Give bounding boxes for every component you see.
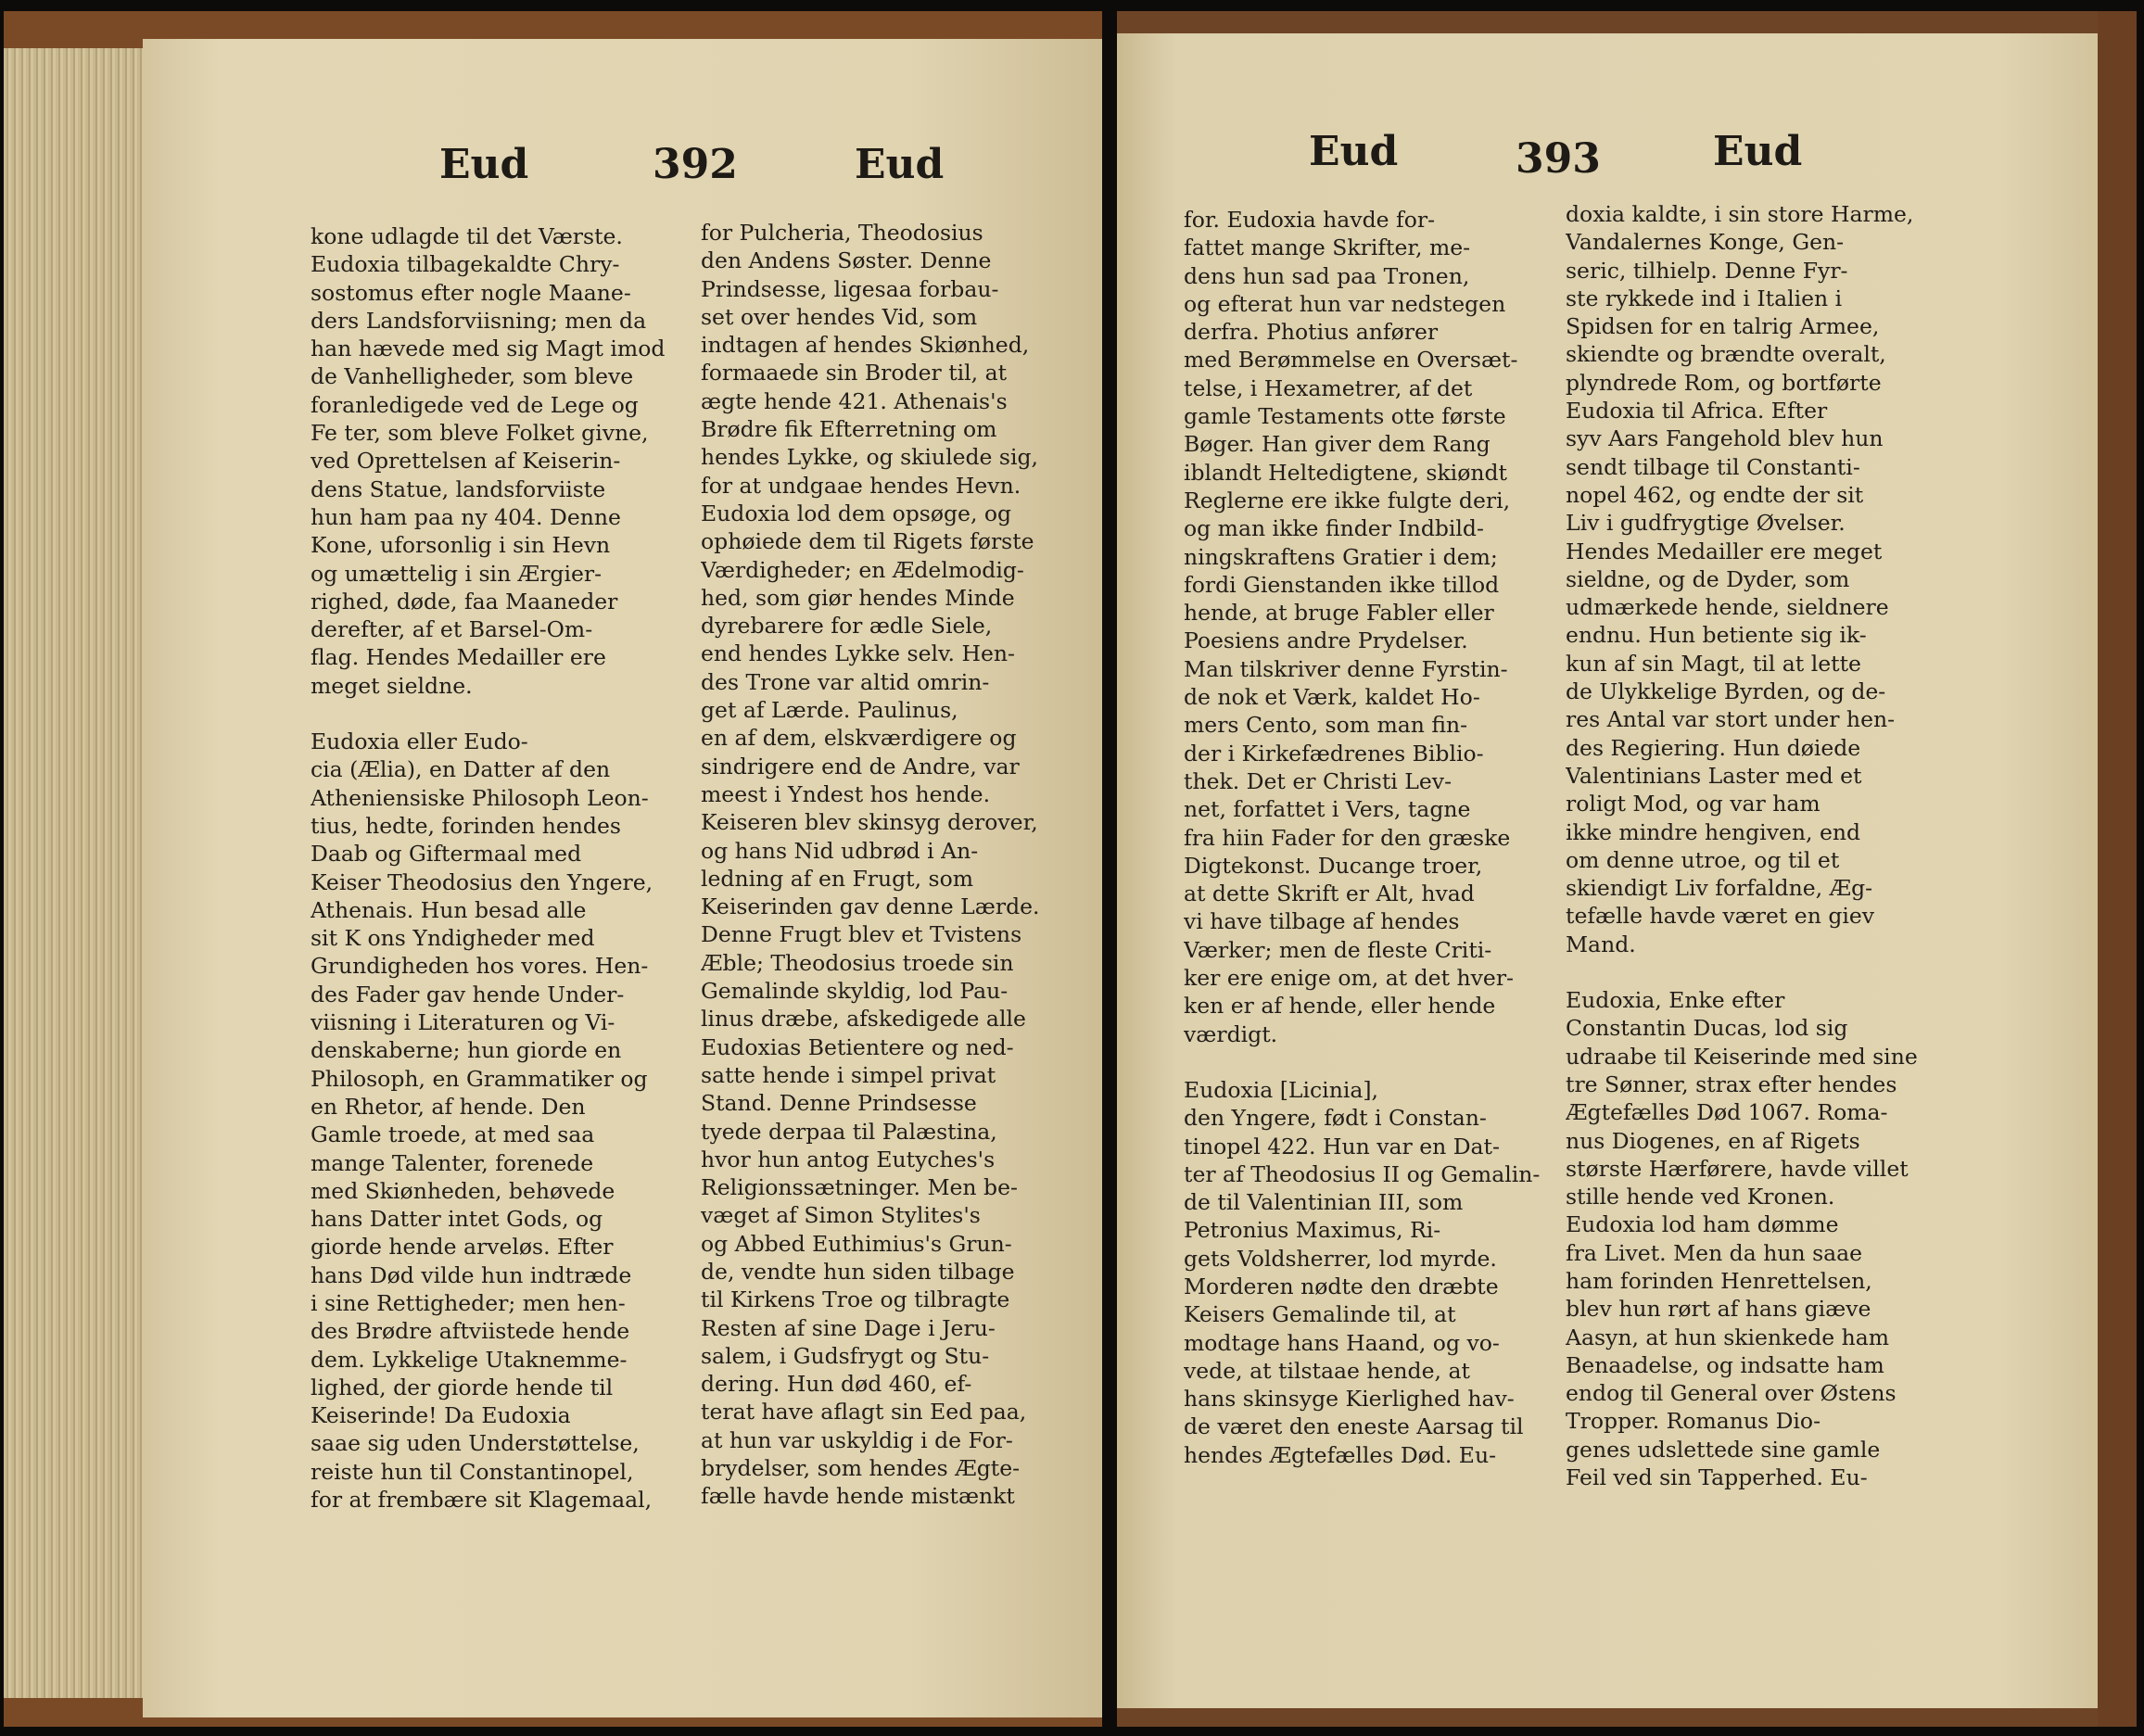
text-line: Man tilskriver denne Fyrstin- bbox=[1184, 655, 1508, 682]
text-line: Fe ter, som bleve Folket givne, bbox=[311, 420, 649, 447]
text-line: for at frembære sit Klagemaal, bbox=[311, 1487, 653, 1514]
text-line: tefælle havde været en giev bbox=[1566, 903, 1875, 930]
text-line: ningskraftens Gratier i dem; bbox=[1184, 543, 1498, 570]
text-line: Eudoxia til Africa. Efter bbox=[1566, 398, 1828, 424]
text-line: Philosoph, en Grammatiker og bbox=[311, 1065, 648, 1092]
text-line: ophøiede dem til Rigets første bbox=[701, 528, 1034, 555]
text-line: for Pulcheria, Theodosius bbox=[701, 220, 983, 246]
text-line: Digtekonst. Ducange troer, bbox=[1184, 852, 1483, 879]
text-line: ledning af en Frugt, som bbox=[701, 865, 974, 892]
text-line: hendes Lykke, og skiulede sig, bbox=[701, 444, 1038, 471]
text-line: derfra. Photius anfører bbox=[1184, 319, 1439, 346]
text-line: Mand. bbox=[1566, 931, 1636, 957]
text-line: gamle Testaments otte første bbox=[1184, 403, 1506, 430]
text-line: skiendigt Liv forfaldne, Æg- bbox=[1566, 875, 1873, 902]
paragraph-gap bbox=[1184, 1048, 1540, 1076]
text-line: udmærkede hende, sieldnere bbox=[1566, 594, 1889, 621]
text-line: hans Død vilde hun indtræde bbox=[311, 1261, 632, 1288]
paragraph-gap bbox=[1566, 958, 1918, 986]
text-line: Poesiens andre Prydelser. bbox=[1184, 627, 1468, 654]
text-line: dens hun sad paa Tronen, bbox=[1184, 262, 1470, 289]
text-line: Eudoxia lod ham dømme bbox=[1566, 1211, 1839, 1238]
text-line: genes udslettede sine gamle bbox=[1566, 1436, 1881, 1463]
right-page-column-1 bbox=[1184, 206, 1540, 1469]
text-line: tre Sønner, strax efter hendes bbox=[1566, 1071, 1897, 1097]
text-line: des Fader gav hende Under- bbox=[311, 981, 625, 1007]
text-line: nus Diogenes, en af Rigets bbox=[1566, 1127, 1860, 1154]
text-line: om denne utroe, og til et bbox=[1566, 846, 1840, 873]
text-line: Brødre fik Efterretning om bbox=[701, 416, 997, 443]
text-line: Benaadelse, og indsatte ham bbox=[1566, 1351, 1884, 1378]
text-line: des Brødre aftviistede hende bbox=[311, 1318, 630, 1345]
text-line: doxia kaldte, i sin store Harme, bbox=[1566, 201, 1914, 227]
text-line: des Trone var altid omrin- bbox=[701, 668, 990, 695]
text-line: ken er af hende, eller hende bbox=[1184, 993, 1496, 1020]
text-line: gets Voldsherrer, lod myrde. bbox=[1184, 1245, 1497, 1272]
text-line: væget af Simon Stylites's bbox=[701, 1202, 981, 1229]
text-line: get af Lærde. Paulinus, bbox=[701, 697, 958, 724]
text-line: Grundigheden hos vores. Hen- bbox=[311, 953, 649, 980]
left-page-number: 392 bbox=[653, 141, 738, 188]
right-page-scan bbox=[1117, 11, 2137, 1727]
right-cover-edge bbox=[2098, 11, 2137, 1727]
text-line: kun af sin Magt, til at lette bbox=[1566, 650, 1861, 677]
text-line: Prindsesse, ligesaa forbau- bbox=[701, 275, 999, 302]
text-line: sit K ons Yndigheder med bbox=[311, 925, 595, 952]
text-line: stille hende ved Kronen. bbox=[1566, 1184, 1835, 1210]
text-line: Værdigheder; en Ædelmodig- bbox=[701, 556, 1024, 583]
text-line: Valentinians Laster med et bbox=[1566, 762, 1862, 789]
text-line: fra Livet. Men da hun saae bbox=[1566, 1239, 1863, 1266]
text-line: foranledigede ved de Lege og bbox=[311, 391, 639, 418]
text-line: til Kirkens Troe og tilbragte bbox=[701, 1286, 1010, 1313]
text-line: plyndrede Rom, og bortførte bbox=[1566, 369, 1882, 396]
text-line: Denne Frugt blev et Tvistens bbox=[701, 921, 1022, 948]
text-line: satte hende i simpel privat bbox=[701, 1061, 996, 1088]
text-line: dens Statue, landsforviiste bbox=[311, 475, 606, 502]
text-line: endnu. Hun betiente sig ik- bbox=[1566, 622, 1867, 649]
text-line: sendt tilbage til Constanti- bbox=[1566, 453, 1860, 480]
text-line: Stand. Denne Prindsesse bbox=[701, 1090, 977, 1117]
left-header-word-right: Eud bbox=[855, 141, 945, 188]
text-line: denskaberne; hun giorde en bbox=[311, 1037, 622, 1064]
text-line: kone udlagde til det Værste. bbox=[311, 223, 623, 249]
text-line: flag. Hendes Medailler ere bbox=[311, 644, 606, 671]
text-line: giorde hende arveløs. Efter bbox=[311, 1234, 614, 1261]
text-line: Constantin Ducas, lod sig bbox=[1566, 1015, 1848, 1042]
text-line: formaaede sin Broder til, at bbox=[701, 360, 1008, 386]
text-line: salem, i Gudsfrygt og Stu- bbox=[701, 1342, 990, 1369]
text-line: Feil ved sin Tapperhed. Eu- bbox=[1566, 1464, 1868, 1491]
text-line: de været den eneste Aarsag til bbox=[1184, 1413, 1524, 1440]
text-line: derefter, af et Barsel-Om- bbox=[311, 616, 593, 643]
text-line: fattet mange Skrifter, me- bbox=[1184, 234, 1471, 261]
text-line: den Andens Søster. Denne bbox=[701, 247, 992, 274]
text-line: lighed, der giorde hende til bbox=[311, 1374, 614, 1400]
text-line: med Berømmelse en Oversæt- bbox=[1184, 347, 1518, 374]
text-line: set over hendes Vid, som bbox=[701, 303, 978, 330]
text-line: hed, som giør hendes Minde bbox=[701, 584, 1015, 611]
text-line: iblandt Heltedigtene, skiøndt bbox=[1184, 459, 1507, 486]
text-line: Keisers Gemalinde til, at bbox=[1184, 1301, 1456, 1328]
text-line: at hun var uskyldig i de For- bbox=[701, 1426, 1013, 1453]
left-header-word-left: Eud bbox=[439, 141, 529, 188]
text-line: der i Kirkefædrenes Biblio- bbox=[1184, 740, 1484, 767]
text-line: fælle havde hende mistænkt bbox=[701, 1483, 1015, 1510]
text-line: Petronius Maximus, Ri- bbox=[1184, 1217, 1441, 1244]
text-line: roligt Mod, og var ham bbox=[1566, 791, 1820, 817]
text-line: nopel 462, og endte der sit bbox=[1566, 481, 1864, 508]
text-line: den Yngere, født i Constan- bbox=[1184, 1105, 1487, 1132]
text-line: Atheniensiske Philosoph Leon- bbox=[311, 784, 649, 811]
text-line: Værker; men de fleste Criti- bbox=[1184, 936, 1492, 963]
text-line: brydelser, som hendes Ægte- bbox=[701, 1455, 1021, 1482]
text-line: tinopel 422. Hun var en Dat- bbox=[1184, 1133, 1500, 1159]
text-line: saae sig uden Understøttelse, bbox=[311, 1430, 640, 1457]
right-page-column-2 bbox=[1566, 200, 1918, 1491]
text-line: dering. Hun død 460, ef- bbox=[701, 1371, 972, 1398]
text-line: for. Eudoxia havde for- bbox=[1184, 207, 1436, 233]
text-line: Ægtefælles Død 1067. Roma- bbox=[1566, 1099, 1888, 1126]
text-line: Tropper. Romanus Dio- bbox=[1566, 1408, 1821, 1435]
text-line: sostomus efter nogle Maane- bbox=[311, 279, 631, 306]
text-line: ders Landsforviisning; men da bbox=[311, 307, 647, 334]
text-line: Liv i gudfrygtige Øvelser. bbox=[1566, 510, 1846, 537]
text-line: fordi Gienstanden ikke tillod bbox=[1184, 571, 1500, 598]
text-line: Spidsen for en talrig Armee, bbox=[1566, 313, 1880, 340]
text-line: og hans Nid udbrød i An- bbox=[701, 837, 979, 864]
text-line: udraabe til Keiserinde med sine bbox=[1566, 1043, 1918, 1070]
text-line: Hendes Medailler ere meget bbox=[1566, 538, 1883, 564]
text-line: ter af Theodosius II og Gemalin- bbox=[1184, 1160, 1541, 1187]
text-line: ikke mindre hengiven, end bbox=[1566, 818, 1861, 845]
text-line: Eudoxia eller Eudo- bbox=[311, 729, 528, 755]
text-line: reiste hun til Constantinopel, bbox=[311, 1458, 634, 1485]
text-line: res Antal var stort under hen- bbox=[1566, 706, 1896, 733]
text-line: hans Datter intet Gods, og bbox=[311, 1206, 603, 1233]
text-line: Eudoxia tilbagekaldte Chry- bbox=[311, 251, 620, 278]
text-line: modtage hans Haand, og vo- bbox=[1184, 1329, 1500, 1356]
text-line: meget sieldne. bbox=[311, 672, 473, 699]
text-line: blev hun rørt af hans giæve bbox=[1566, 1296, 1871, 1323]
text-line: hvor hun antog Eutyches's bbox=[701, 1146, 996, 1172]
left-page-scan bbox=[4, 11, 1102, 1727]
text-line: righed, døde, faa Maaneder bbox=[311, 588, 618, 615]
text-line: at dette Skrift er Alt, hvad bbox=[1184, 881, 1475, 907]
text-line: Aasyn, at hun skienkede ham bbox=[1566, 1324, 1890, 1350]
text-line: Æble; Theodosius troede sin bbox=[701, 949, 1014, 976]
text-line: des Regiering. Hun døiede bbox=[1566, 734, 1861, 761]
text-line: endog til General over Østens bbox=[1566, 1380, 1897, 1407]
text-line: dyrebarere for ædle Siele, bbox=[701, 613, 993, 640]
text-line: ved Oprettelsen af Keiserin- bbox=[311, 448, 621, 475]
text-line: telse, i Hexametrer, af det bbox=[1184, 374, 1473, 401]
text-line: Kone, uforsonlig i sin Hevn bbox=[311, 532, 611, 559]
text-line: hun ham paa ny 404. Denne bbox=[311, 503, 621, 530]
text-line: de nok et Værk, kaldet Ho- bbox=[1184, 684, 1480, 711]
text-line: Eudoxias Betientere og ned- bbox=[701, 1033, 1014, 1060]
text-line: vi have tilbage af hendes bbox=[1184, 908, 1460, 935]
text-line: end hendes Lykke selv. Hen- bbox=[701, 640, 1015, 667]
text-line: hende, at bruge Fabler eller bbox=[1184, 600, 1494, 627]
text-line: tyede derpaa til Palæstina, bbox=[701, 1118, 997, 1145]
text-line: Bøger. Han giver dem Rang bbox=[1184, 431, 1491, 458]
text-line: Athenais. Hun besad alle bbox=[311, 896, 587, 923]
text-line: for at undgaae hendes Hevn. bbox=[701, 472, 1021, 499]
text-line: ker ere enige om, at det hver- bbox=[1184, 965, 1514, 992]
text-line: han hævede med sig Magt imod bbox=[311, 336, 666, 362]
text-line: Eudoxia lod dem opsøge, og bbox=[701, 500, 1012, 526]
right-page-number: 393 bbox=[1516, 135, 1601, 183]
text-line: indtagen af hendes Skiønhed, bbox=[701, 332, 1030, 359]
text-line: hans skinsyge Kierlighed hav- bbox=[1184, 1386, 1515, 1413]
right-header-word-left: Eud bbox=[1309, 128, 1399, 175]
paragraph-gap bbox=[311, 700, 665, 728]
text-line: de Vanhelligheder, som bleve bbox=[311, 363, 634, 390]
page-edges bbox=[4, 48, 152, 1698]
text-line: Keiser Theodosius den Yngere, bbox=[311, 868, 653, 895]
text-line: ste rykkede ind i Italien i bbox=[1566, 285, 1843, 311]
text-line: og efterat hun var nedstegen bbox=[1184, 290, 1506, 317]
text-line: med Skiønheden, behøvede bbox=[311, 1177, 615, 1204]
text-line: mange Talenter, forenede bbox=[311, 1149, 594, 1176]
text-line: og man ikke finder Indbild- bbox=[1184, 515, 1484, 542]
text-line: Daab og Giftermaal med bbox=[311, 841, 582, 868]
text-line: Reglerne ere ikke fulgte deri, bbox=[1184, 487, 1511, 513]
text-line: viisning i Literaturen og Vi- bbox=[311, 1009, 615, 1036]
text-line: Eudoxia, Enke efter bbox=[1566, 987, 1785, 1014]
left-page-column-1 bbox=[311, 222, 665, 1514]
text-line: Vandalernes Konge, Gen- bbox=[1566, 229, 1845, 256]
text-line: Resten af sine Dage i Jeru- bbox=[701, 1314, 996, 1341]
left-page-column-2 bbox=[701, 219, 1040, 1511]
text-line: en Rhetor, af hende. Den bbox=[311, 1093, 586, 1120]
text-line: de Ulykkelige Byrden, og de- bbox=[1566, 678, 1886, 705]
text-line: meest i Yndest hos hende. bbox=[701, 780, 991, 807]
text-line: ham forinden Henrettelsen, bbox=[1566, 1267, 1872, 1294]
text-line: og umættelig i sin Ærgier- bbox=[311, 560, 603, 587]
text-line: sieldne, og de Dyder, som bbox=[1566, 565, 1850, 592]
text-line: Morderen nødte den dræbte bbox=[1184, 1273, 1499, 1299]
text-line: mers Cento, som man fin- bbox=[1184, 712, 1468, 739]
text-line: Gamle troede, at med saa bbox=[311, 1121, 595, 1148]
text-line: ægte hende 421. Athenais's bbox=[701, 387, 1008, 414]
text-line: cia (Ælia), en Datter af den bbox=[311, 756, 611, 783]
text-line: i sine Rettigheder; men hen- bbox=[311, 1289, 626, 1316]
text-line: Eudoxia [Licinia], bbox=[1184, 1076, 1378, 1103]
text-line: og Abbed Euthimius's Grun- bbox=[701, 1230, 1012, 1257]
text-line: terat have aflagt sin Eed paa, bbox=[701, 1399, 1027, 1426]
text-line: thek. Det er Christi Lev- bbox=[1184, 767, 1453, 794]
text-line: Gemalinde skyldig, lod Pau- bbox=[701, 978, 1009, 1005]
text-line: hendes Ægtefælles Død. Eu- bbox=[1184, 1441, 1497, 1468]
right-header-word-right: Eud bbox=[1713, 128, 1803, 175]
text-line: seric, tilhielp. Denne Fyr- bbox=[1566, 257, 1848, 284]
text-line: fra hiin Fader for den græske bbox=[1184, 824, 1511, 851]
text-line: net, forfattet i Vers, tagne bbox=[1184, 796, 1471, 823]
text-line: linus dræbe, afskedigede alle bbox=[701, 1006, 1026, 1033]
text-line: vede, at tilstaae hende, at bbox=[1184, 1357, 1470, 1384]
text-line: tius, hedte, forinden hendes bbox=[311, 812, 621, 839]
text-line: skiendte og brændte overalt, bbox=[1566, 341, 1886, 368]
text-line: sindrigere end de Andre, var bbox=[701, 753, 1020, 779]
text-line: Keiserinde! Da Eudoxia bbox=[311, 1402, 571, 1429]
text-line: syv Aars Fangehold blev hun bbox=[1566, 425, 1884, 452]
text-line: de til Valentinian III, som bbox=[1184, 1189, 1464, 1216]
text-line: værdigt. bbox=[1184, 1020, 1278, 1047]
text-line: dem. Lykkelige Utaknemme- bbox=[311, 1346, 628, 1373]
text-line: Religionssætninger. Men be- bbox=[701, 1174, 1018, 1201]
text-line: de, vendte hun siden tilbage bbox=[701, 1258, 1015, 1285]
text-line: Keiseren blev skinsyg derover, bbox=[701, 809, 1038, 836]
text-line: Keiserinden gav denne Lærde. bbox=[701, 893, 1040, 920]
text-line: en af dem, elskværdigere og bbox=[701, 725, 1017, 752]
text-line: største Hærførere, havde villet bbox=[1566, 1155, 1909, 1182]
